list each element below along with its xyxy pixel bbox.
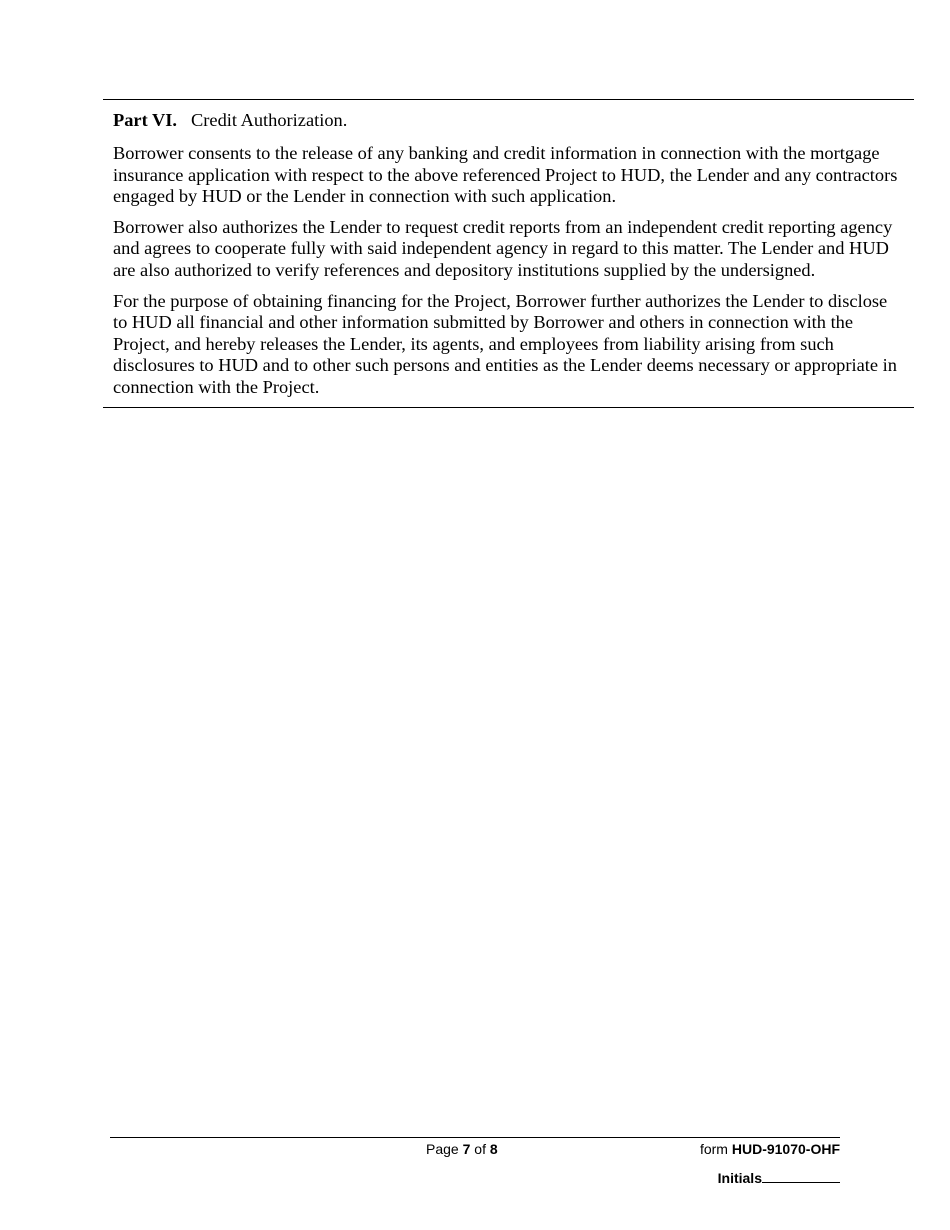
- section-heading: [113, 109, 906, 131]
- page-of: of: [474, 1141, 486, 1157]
- footer-divider: [110, 1137, 840, 1138]
- form-prefix: form: [699, 1141, 728, 1157]
- initials-label: Initials: [717, 1170, 762, 1186]
- initials-blank[interactable]: [762, 1168, 840, 1183]
- paragraph-release-consent: Borrower consents to the release of any banking and credit information in connection with the mortgage insurance application with respect to the above referenced Project to HUD, the Lender and any contractors engaged by HUD or the Lender in connection with such application.: [113, 143, 898, 207]
- form-identifier: [700, 1141, 840, 1157]
- credit-authorization-section: [103, 99, 914, 408]
- paragraph-disclosure: For the purpose of obtaining financing for the Project, Borrower further authorizes the Lender to disclose to HUD all financial and other information submitted by Borrower and others in connection with the Project, and hereby releases the Lender, its agents, and employees from liability arising from such disclosures to HUD and to other such persons and entities as the Lender deems necessary or appropriate in connection with the Project.: [113, 290, 897, 397]
- page-number: [426, 1141, 498, 1157]
- page-prefix: Page: [426, 1141, 459, 1157]
- initials-field[interactable]: [718, 1168, 840, 1186]
- page-current: 7: [462, 1141, 471, 1157]
- part-number: Part VI.: [113, 110, 178, 130]
- form-id: HUD-91070-OHF: [731, 1141, 840, 1157]
- page-total: 8: [489, 1141, 498, 1157]
- section-title: Credit Authorization.: [191, 110, 348, 130]
- paragraph-credit-reports: Borrower also authorizes the Lender to request credit reports from an independent credit reporting agency and agrees to cooperate fully with said independent agency in regard to this matter. The Lender and HUD are also authorized to verify references and depository institutions supplied by the undersigned.: [113, 216, 893, 280]
